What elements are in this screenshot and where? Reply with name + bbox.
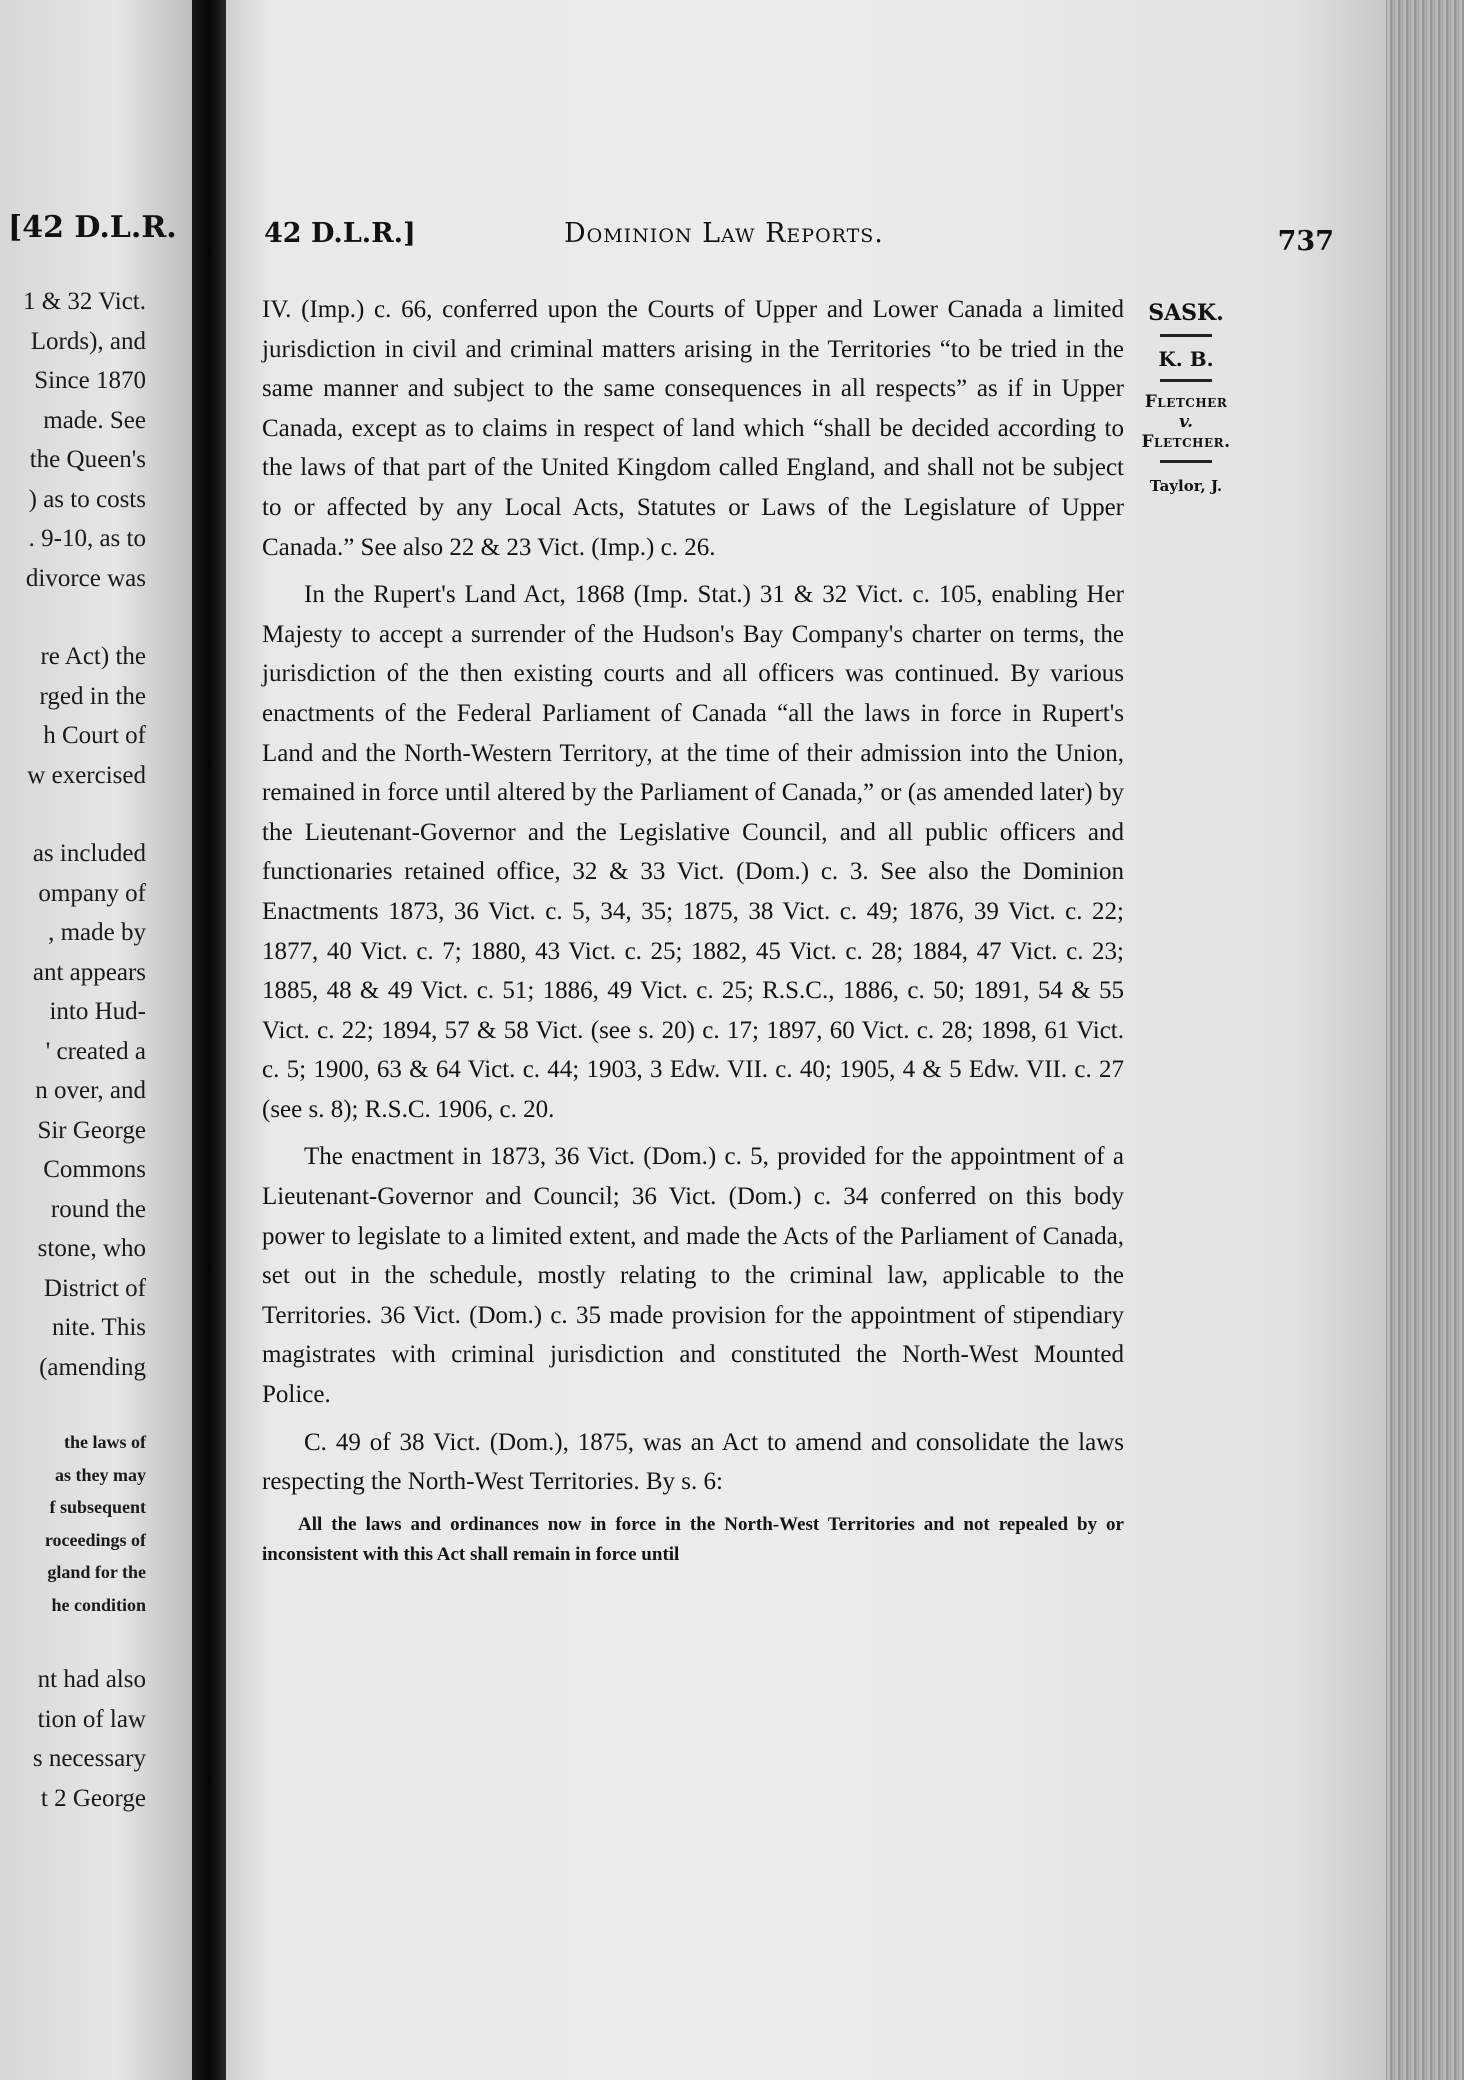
- left-page-line: nt had also: [37, 1666, 146, 1693]
- left-page-line: round the: [50, 1195, 146, 1223]
- left-page-line: 1 & 32 Vict.: [22, 288, 146, 315]
- book-gutter: [192, 0, 226, 2080]
- left-page-text-fragments: [23, 282, 146, 1818]
- left-page-line: as they may: [55, 1464, 146, 1485]
- versus-label: v.: [1178, 412, 1194, 432]
- left-page-line: t 2 George: [40, 1784, 146, 1812]
- judge-label: Taylor, J.: [1149, 477, 1223, 495]
- party-one: Fletcher: [1144, 392, 1228, 412]
- left-running-head: [42 D.L.R.: [8, 210, 177, 245]
- left-page-line: Since 1870: [34, 367, 146, 394]
- left-page-line: Lords), and: [30, 327, 146, 355]
- page-edges: [1386, 0, 1464, 2080]
- page-number: 737: [1277, 226, 1334, 257]
- left-page-line: he condition: [51, 1594, 146, 1615]
- paragraph-2: In the Rupert's Land Act, 1868 (Imp. Stat.) 31 & 32 Vict. c. 105, enabling Her Majesty to accept a surrender of the Hudson's Bay Company's charter on terms, the jurisdiction of the then existing courts and all officers was continued. By various enactments of the Federal Parliament of Canada “all the laws in force in Rupert's Land and the North-Western Territory, at the time of their admission into the Union, remained in force until altered by the Parliament of Canada,” or (as amended later) by the Lieutenant-Governor and the Legislative Council, and all public officers and functionaries retained office, 32 & 33 Vict. (Dom.) c. 3. See also the Dominion Enactments 1873, 36 Vict. c. 5, 34, 35; 1875, 38 Vict. c. 49; 1876, 39 Vict. c. 22; 1877, 40 Vict. c. 7; 1880, 43 Vict. c. 25; 1882, 45 Vict. c. 28; 1884, 47 Vict. c. 23; 1885, 48 & 49 Vict. c. 51; 1886, 49 Vict. c. 25; R.S.C., 1886, c. 50; 1891, 54 & 55 Vict. c. 22; 1894, 57 & 58 Vict. (see s. 20) c. 17; 1897, 60 Vict. c. 28; 1898, 61 Vict. c. 5; 1900, 63 & 64 Vict. c. 44; 1903, 3 Edw. VII. c. 40; 1905, 4 & 5 Edw. VII. c. 27 (see s. 8); R.S.C. 1906, c. 20.: [262, 581, 1124, 1123]
- party-two: Fletcher.: [1141, 432, 1231, 452]
- paragraph-1: IV. (Imp.) c. 66, conferred upon the Courts of Upper and Lower Canada a limited jurisdiction in civil and criminal matters arising in the Territories “to be tried in the same manner and subject to the same consequences in all respects” as if in Upper Canada, except as to claims in respect of land which “shall be decided according to the laws of that part of the United Kingdom called England, and shall not be subject to or affected by any Local Acts, Statutes or Laws of the Legislature of Upper Canada.” See also 22 & 23 Vict. (Imp.) c. 26.: [262, 296, 1124, 561]
- left-page-line: stone, who: [37, 1235, 146, 1262]
- paragraph-3: The enactment in 1873, 36 Vict. (Dom.) c. 5, provided for the appointment of a Lieutenant-Governor and Council; 36 Vict. (Dom.) c. 34 conferred on this body power to legislate to a limited extent, and made the Acts of the Parliament of Canada, set out in the schedule, mostly relating to the criminal law, applicable to the Territories. 36 Vict. (Dom.) c. 35 made provision for the appointment of stipendiary magistrates with criminal jurisdiction and constituted the North-West Mounted Police.: [262, 1143, 1124, 1409]
- case-sidenote: [1116, 300, 1256, 495]
- left-page-line: nite. This: [52, 1314, 146, 1341]
- left-page-line: roceedings of: [44, 1529, 146, 1550]
- body-text: [262, 290, 1124, 1570]
- left-page-line: rged in the: [39, 682, 146, 710]
- running-head: [264, 218, 1334, 258]
- left-page-line: , made by: [48, 919, 146, 946]
- volume-reference: 42 D.L.R.]: [264, 218, 416, 249]
- left-page-line: f subsequent: [49, 1497, 146, 1517]
- left-page-line: ant appears: [32, 958, 146, 986]
- left-page-line: ) as to costs: [28, 485, 146, 513]
- left-page-line: the laws of: [64, 1432, 146, 1452]
- paragraph-4: C. 49 of 38 Vict. (Dom.), 1875, was an Act to amend and consolidate the laws respecting the North-West Territories. By s. 6:: [262, 1428, 1124, 1496]
- left-page-line: District of: [43, 1274, 146, 1302]
- left-page-line: Commons: [43, 1156, 146, 1183]
- publication-title: Dominion Law Reports.: [564, 218, 884, 249]
- left-page-line: into Hud-: [49, 998, 146, 1025]
- left-page-line: gland for the: [47, 1562, 146, 1582]
- left-page-line: tion of law: [37, 1705, 146, 1733]
- left-page-line: Sir George: [37, 1116, 146, 1144]
- left-page-line: re Act) the: [40, 643, 146, 670]
- left-page-line: the Queen's: [29, 446, 146, 473]
- left-page-line: (amending: [39, 1353, 146, 1381]
- left-facing-page: [0, 0, 192, 2080]
- left-page-line: as included: [32, 840, 146, 867]
- province-label: SASK.: [1148, 300, 1224, 326]
- left-page-line: ompany of: [38, 879, 146, 907]
- left-page-line: s necessary: [32, 1745, 146, 1772]
- sidenote-rule: [1160, 460, 1212, 463]
- left-page-line: ' created a: [45, 1037, 146, 1065]
- statute-quote: All the laws and ordinances now in force in the North-West Territories and not repealed by or inconsistent with this Act shall remain in force until: [262, 1513, 1124, 1565]
- left-page-line: . 9-10, as to: [28, 525, 146, 552]
- left-page-line: n over, and: [35, 1077, 146, 1104]
- left-page-line: divorce was: [25, 564, 146, 592]
- court-label: K. B.: [1158, 347, 1214, 371]
- sidenote-rule: [1160, 379, 1212, 382]
- left-page-line: h Court of: [43, 722, 146, 749]
- main-page: [226, 0, 1386, 2080]
- left-page-line: made. See: [43, 406, 146, 434]
- sidenote-rule: [1160, 334, 1212, 337]
- left-page-line: w exercised: [27, 761, 146, 789]
